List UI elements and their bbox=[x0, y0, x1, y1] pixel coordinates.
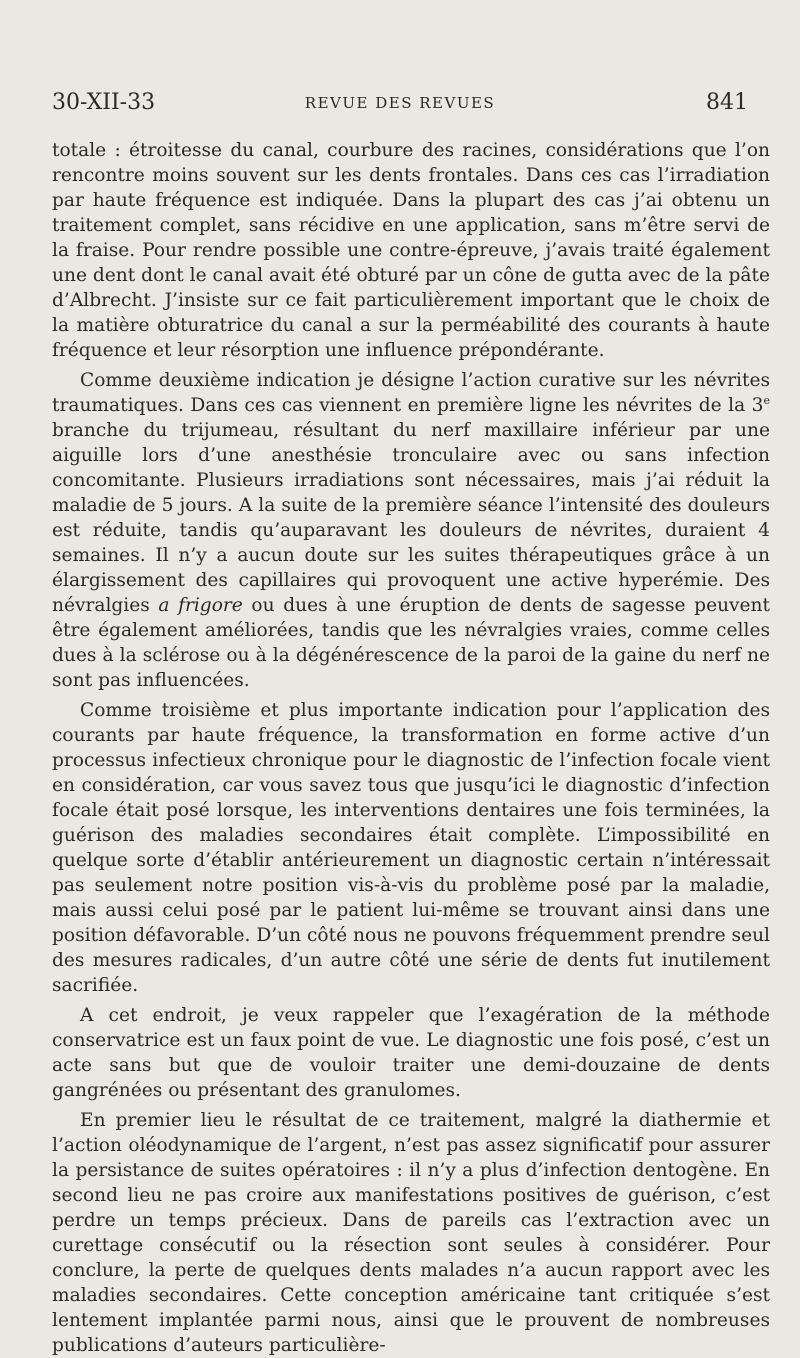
ordinal-superscript: e bbox=[763, 393, 770, 407]
paragraph-2-text-a: Comme deuxième indication je désigne l’action curative sur les névrites traumatiques. Dans ces cas viennent en première ligne les névrites de la 3 bbox=[52, 370, 770, 416]
header-date: 30-XII-33 bbox=[52, 90, 156, 115]
latin-phrase: a frigore bbox=[158, 595, 243, 616]
paragraph-2-text-c: ou dues à une éruption de dents de sagesse peuvent être également améliorées, tandis que les névralgies vraies, comme celles dues à la sclérose ou à la dégénérescence de la paroi de la gaine du nerf ne sont pas influencées. bbox=[52, 595, 771, 691]
paragraph-1: totale : étroitesse du canal, courbure des racines, considérations que l’on rencontre moins souvent sur les dents frontales. Dans ces cas l’irradiation par haute fréquence est indiquée. Dans la plupart des cas j’ai obtenu un traitement complet, sans récidive en une application, sans m’être servi de la fraise. Pour rendre possible une contre-épreuve, j’avais traité également une dent dont le canal avait été obturé par un cône de gutta avec de la pâte d’Albrecht. J’insiste sur ce fait particulièrement important que le choix de la matière obturatrice du canal a sur la perméabilité des courants à haute fréquence et leur résorption une influence prépondérante. bbox=[52, 140, 770, 361]
paragraph-2-text-b: branche du trijumeau, résultant du nerf maxillaire inférieur par une aiguille lors d’une anesthésie tronculaire avec ou sans infection concomitante. Plusieurs irradiations sont nécessaires, mais j’ai réduit la maladie de 5 jours. A la suite de la première séance l’intensité des douleurs est réduite, tandis qu’auparavant les douleurs de névrites, duraient 4 semaines. Il n’y a aucun doute sur les suites thérapeutiques grâce à un élargissement des capillaires qui provoquent une active hyperémie. Des névralgies bbox=[52, 420, 770, 616]
paragraph-5: En premier lieu le résultat de ce traitement, malgré la diathermie et l’action oléodynamique de l’argent, n’est pas assez significatif pour assurer la persistance de suites opératoires : il n’y a plus d’infection dentogène. En second lieu ne pas croire aux manifestations positives de guérison, c’est perdre un temps précieux. Dans de pareils cas l’extraction avec un curettage consécutif ou la résection sont seules à considérer. Pour conclure, la perte de quelques dents malades n’a aucun rapport avec les maladies secondaires. Cette conception américaine tant critiquée s’est lentement implantée parmi nous, ainsi que le prouvent de nombreuses publications d’auteurs particulière- bbox=[52, 1110, 770, 1356]
paragraph-2 bbox=[52, 368, 770, 693]
header-journal-title: REVUE DES REVUES bbox=[304, 94, 496, 112]
running-header bbox=[52, 90, 748, 120]
article-body bbox=[52, 138, 770, 1358]
page-number: 841 bbox=[706, 90, 748, 115]
paragraph-4: A cet endroit, je veux rappeler que l’exagération de la méthode conservatrice est un faux point de vue. Le diagnostic une fois posé, c’est un acte sans but que de vouloir traiter une demi-douzaine de dents gangrénées ou présentant des granulomes. bbox=[52, 1005, 770, 1101]
paragraph-3: Comme troisième et plus importante indication pour l’application des courants par haute fréquence, la transformation en forme active d’un processus infectieux chronique pour le diagnostic de l’infection focale vient en considération, car vous savez tous que jusqu’ici le diagnostic d’infection focale était posé lorsque, les interventions dentaires une fois terminées, la guérison des maladies secondaires était complète. L’impossibilité en quelque sorte d’établir antérieurement un diagnostic certain n’intéressait pas seulement notre position vis-à-vis du problème posé par la maladie, mais aussi celui posé par le patient lui-même se trouvant ainsi dans une position défavorable. D’un côté nous ne pouvons fréquemment prendre seul des mesures radicales, d’un autre côté une série de dents fut inutilement sacrifiée. bbox=[52, 700, 770, 996]
